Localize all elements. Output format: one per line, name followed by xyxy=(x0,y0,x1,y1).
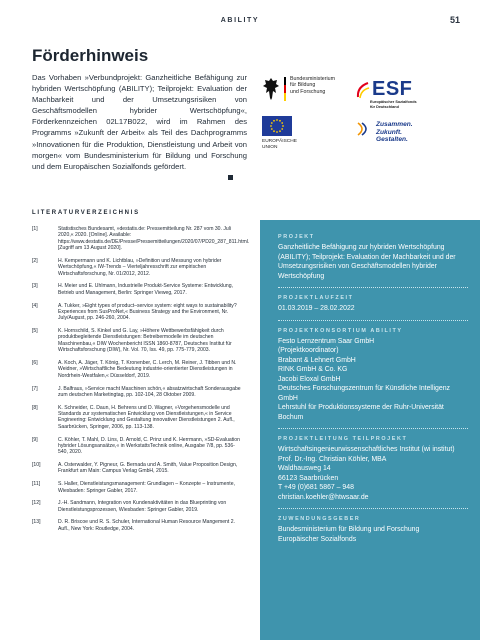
section-text: Wirtschaftsingenieurwissenschaftliches Institut (wi institut) Prof. Dr.-Ing. Christian Köhler, MBA Waldhausweg 14 66123 Saarbrücken T +49 (0)681 5867 – 948 christian.koehler@htwsaar.de xyxy=(278,446,455,501)
section-label: PROJEKTLEITUNG TEILPROJEKT xyxy=(278,436,408,442)
literature-entry-text: C. Köhler, T. Mahl, D. Lins, D. Arnold, C. Prinz und K. Herrmann, »SD-Evaluation hybrider Lösungsansätze,« in WerkstattsTechnik online, Ausgabe 7/8, pp. 536-540, 2020. xyxy=(58,436,240,456)
section-divider xyxy=(278,287,468,288)
literature-entry-number: [6] xyxy=(32,359,38,366)
literature-entry xyxy=(32,481,244,494)
literature-entry-number: [4] xyxy=(32,302,38,309)
section-label: PROJEKTLAUFZEIT xyxy=(278,295,354,301)
literature-entry-text: S. Haller, Dienstleistungsmanagement: Grundlagen – Konzepte – Instrumente, Wiesbaden: Springer Gabler, 2017. xyxy=(58,481,235,494)
section-divider xyxy=(278,320,468,321)
section-text: Festo Lernzentrum Saar GmbH (Projektkoordinator) Brabant & Lehnert GmbH RINK GmbH & Co. KG Jacobi Eloxal GmbH Deutsches Forschungszentrum für Künstliche Intelligenz GmbH Lehrstuhl für Produktionssysteme der Ruhr-Universität Bochum xyxy=(278,337,450,421)
literature-entry-number: [12] xyxy=(32,500,41,507)
literature-entry-text: Statistisches Bundesamt, »destatis.de: Pressemitteilung Nr. 287 vom 30. Juli 2020,« 2020. [Online]. Available: https://www.destatis.de/DE/Presse/Pressemitteilungen/2020/07/PD20_287_811.html. [Zugriff am 13 August 2020]. xyxy=(58,226,250,252)
eu-flag-icon xyxy=(262,116,292,136)
zukunft-logo-text: Zusammen. Zukunft. Gestalten. xyxy=(376,121,413,144)
bmbf-logo xyxy=(262,76,352,110)
running-header-title: ABILITY xyxy=(220,17,260,24)
section-text: 01.03.2019 – 28.02.2022 xyxy=(278,305,355,312)
literature-entry xyxy=(32,328,244,354)
literature-entry xyxy=(32,462,244,475)
literature-entry-text: H. Kempermann und K. Lichtblau, »Definition und Messung von hybrider Wertschöpfung,« IW-Trends – Vierteljahresschrift zur empirischen Wirtschaftsforschung, Nr. 01/2012, 2012. xyxy=(58,257,222,277)
literature-entry-text: A. Tukker, »Eight types of product–service system: eight ways to sustainability? Experiences from SusProNet,« Business Strategy and the Environment, Nr. July/August, pp. 246-260, 2004. xyxy=(58,302,237,322)
literature-entry-text: H. Meier und E. Uhlmann, Industrielle Produkt-Service Systeme: Entwicklung, Betrieb und Management, Berlin: Springer Vieweg, 2017. xyxy=(58,283,233,296)
literature-entry-number: [3] xyxy=(32,283,38,290)
section-text: Bundesministerium für Bildung und Forschung Europäischer Sozialfonds xyxy=(278,526,420,543)
literature-entry-text: A. Koch, A. Jäger, T. König, T. Kronenber, C. Lerch, M. Reiner, J. Tibben und N. Weidner, »Wirtschaftliche Bedeutung industrie-orientierter Dienstleistungen in Nordrhein-Westfalen,« Düsseldorf, 2019. xyxy=(58,359,237,379)
literature-entry-number: [10] xyxy=(32,462,41,469)
esf-logo xyxy=(356,78,456,112)
section-label: ZUWENDUNGSGEBER xyxy=(278,516,361,522)
literature-entry xyxy=(32,303,244,322)
literature-entry xyxy=(32,500,244,513)
literature-entry-number: [8] xyxy=(32,404,38,411)
literature-entry-text: D. R. Briscoe und R. S. Schuler, International Human Resource Mangement 2. Aufl., New York: Routledge, 2004. xyxy=(58,519,235,532)
literature-entry xyxy=(32,258,244,277)
eu-logo xyxy=(262,116,304,156)
literature-entry-number: [13] xyxy=(32,519,41,526)
section-label: PROJEKT xyxy=(278,234,315,240)
page-title: Förderhinweis xyxy=(32,46,149,65)
literature-entry-text: J. Balfraus, »Service macht Maschinen schön,« absatzwirtschaft Sonderausgabe zum deutschen Marketingtag, pp. 102-104, 28 Oktober 2009. xyxy=(58,385,241,398)
literature-entry-text: K. Schneider, C. Daun, H. Behrens und D. Wagner, »Vorgehensmodelle und Standards zur systematischen Entwicklung von Dienstleistungen,« in Service Engineering: Entwicklung und Gestaltung innovativer Dienstleistungen 2. Aufl., Saarbrücken, Springer, 2006, pp. 113-138. xyxy=(58,404,235,430)
literature-entry xyxy=(32,405,244,431)
project-info-panel xyxy=(260,220,480,640)
zukunft-gestalten-logo xyxy=(356,119,446,153)
section-divider xyxy=(278,428,468,429)
literature-entry xyxy=(32,519,244,532)
section-label: PROJEKTKONSORTIUM ABILITY xyxy=(278,327,403,334)
literature-entry-text: A. Osterwalder, Y. Pigneur, G. Bernada und A. Smith, Value Proposition Design, Frankfurt am Main: Campus Verlag GmbH, 2015. xyxy=(58,462,238,475)
literature-entry xyxy=(32,283,244,296)
literature-entry xyxy=(32,437,244,456)
eu-logo-text: EUROPÄISCHE UNION xyxy=(262,139,297,150)
literature-entry xyxy=(32,386,244,399)
end-mark-square xyxy=(228,175,233,180)
page-number: 51 xyxy=(449,15,460,25)
literature-entry-text: J.-H. Sandmann, Integration von Kundenaktivitäten in das Blueprinting von Dienstleistungsprozessen, Wiesbaden: Springer Gabler, 2019. xyxy=(58,500,227,513)
section-divider xyxy=(278,508,468,509)
german-flag-bar xyxy=(284,77,286,101)
zukunft-arcs-icon xyxy=(356,121,370,137)
literature-entry-number: [7] xyxy=(32,385,38,392)
literature-entry-number: [2] xyxy=(32,257,38,264)
project-info-content xyxy=(278,234,468,544)
federal-eagle-icon xyxy=(262,76,280,102)
bmbf-logo-text: Bundesministerium für Bildung und Forschung xyxy=(290,76,336,95)
literature-entry-text: K. Hornschild, S. Kinkel und G. Lay, »Höhere Wettbewerbsfähigkeit durch produktbegleitende Dienstleistungen: Betreibermodelle im deutschen Maschinenbau,« DIW Wochenbericht ISSN 1860-8787, Deutsches Institut für Wirtschaftsforschung (DIW), Nr. Vol. 70, Iss. 49, pp. 775-779, 2003. xyxy=(58,328,232,354)
section-text: Ganzheitliche Befähigung zur hybriden Wertschöpfung (ABILITY); Teilprojekt: Evaluation der Machbarkeit und der Umsetzungsrisiken von Geschäftsmodellen hybrider Wertschöpfung xyxy=(278,244,456,280)
funding-notice-paragraph: Das Vorhaben »Verbundprojekt: Ganzheitliche Befähigung zur hybriden Wertschöpfung (ABILITY); Teilprojekt: Evaluation der Machbarkeit und der Umsetzungsrisiken von Geschäftsmodellen hybrider Wertschöpfung«, Förderkennzeichen 02L17B022, wird im Rahmen des Programms »Zukunft der Arbeit« als Teil des Dachprogramms »Innovationen für die Produktion, Dienstleistung und Arbeit von morgen« vom Bundesministerium für Bildung und Forschung und dem Europäischen Sozialfonds gefördert. xyxy=(32,73,247,171)
literature-entry-number: [9] xyxy=(32,436,38,443)
literature-heading: LITERATURVERZEICHNIS xyxy=(32,210,140,216)
literature-entry xyxy=(32,226,250,252)
literature-list xyxy=(32,226,250,538)
literature-entry-number: [11] xyxy=(32,481,41,488)
literature-entry-number: [5] xyxy=(32,328,38,335)
esf-swoosh-icon xyxy=(356,81,370,99)
literature-entry-number: [1] xyxy=(32,226,38,232)
esf-logo-letters: ESF xyxy=(372,78,413,100)
literature-entry xyxy=(32,360,244,379)
esf-logo-subtitle: Europäischer Sozialfonds für Deutschland xyxy=(370,100,417,109)
